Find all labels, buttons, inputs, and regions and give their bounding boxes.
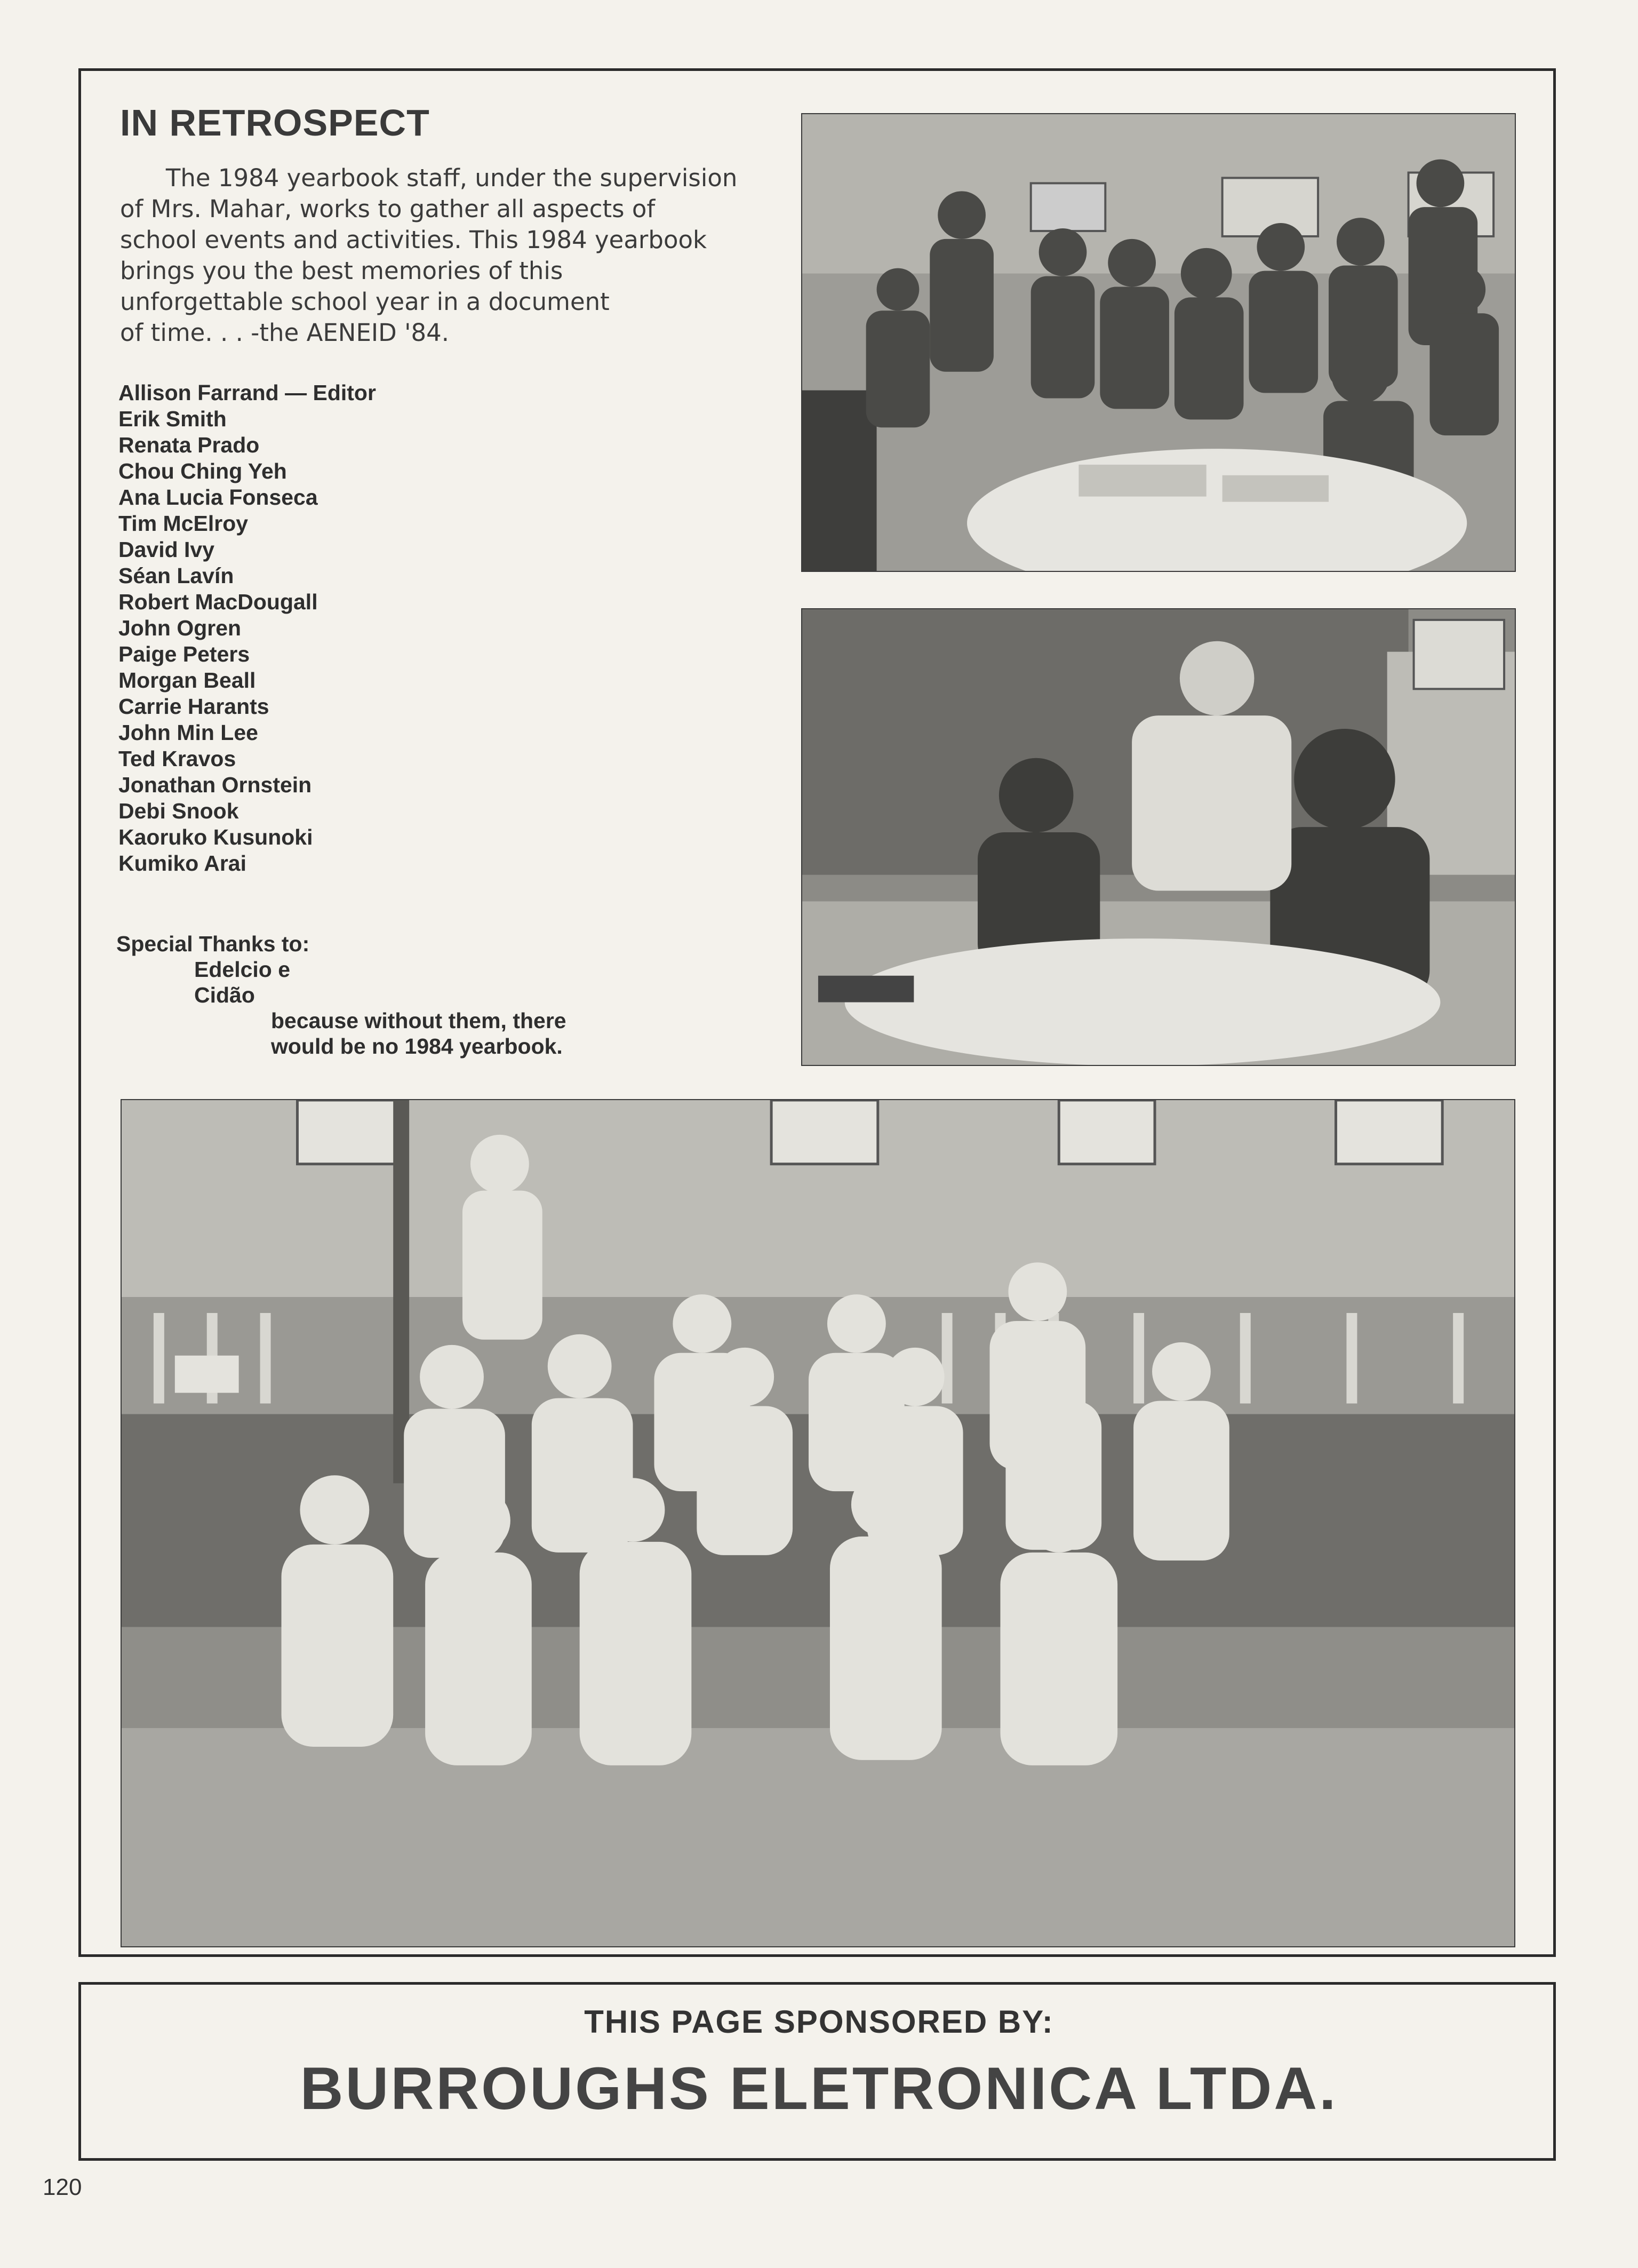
staff-member: Chou Ching Yeh bbox=[118, 459, 287, 483]
staff-member: Séan Lavín bbox=[118, 563, 234, 588]
staff-member: Ted Kravos bbox=[118, 746, 236, 771]
staff-photo-table bbox=[801, 113, 1516, 572]
staff-member: John Ogren bbox=[118, 616, 242, 640]
staff-member: David Ivy bbox=[118, 537, 215, 562]
staff-member: Debi Snook bbox=[118, 799, 239, 823]
intro-paragraph: The 1984 yearbook staff, under the supervision of Mrs. Mahar, works to gather all aspects of school events and activities. This 1984 yearbook brings you the best memories of this unforgettable school year in a document of time. . . -the AENEID '84. bbox=[120, 164, 738, 347]
special-thanks bbox=[116, 931, 566, 1059]
staff-member: John Min Lee bbox=[118, 720, 258, 745]
staff-member: Carrie Harants bbox=[118, 694, 269, 719]
thanks-heading: Special Thanks to: bbox=[116, 932, 310, 956]
group-photo-steps bbox=[121, 1099, 1515, 1947]
advisor-photo bbox=[801, 608, 1516, 1066]
thanks-note: because without them, there bbox=[271, 1008, 566, 1033]
staff-member: Tim McElroy bbox=[118, 511, 249, 536]
sponsor-name: BURROUGHS ELETRONICA LTDA. bbox=[300, 2055, 1338, 2122]
staff-member: Allison Farrand — Editor bbox=[118, 380, 376, 405]
staff-member: Renata Prado bbox=[118, 433, 260, 457]
staff-member: Kumiko Arai bbox=[118, 851, 246, 876]
thanks-note: would be no 1984 yearbook. bbox=[271, 1034, 563, 1059]
staff-member: Kaoruko Kusunoki bbox=[118, 825, 313, 849]
staff-list bbox=[118, 380, 376, 877]
thanks-name: Edelcio e bbox=[194, 957, 291, 982]
page-title: IN RETROSPECT bbox=[120, 102, 430, 144]
sponsor-heading: THIS PAGE SPONSORED BY: bbox=[584, 2004, 1054, 2040]
thanks-name: Cidão bbox=[194, 983, 255, 1007]
staff-member: Ana Lucia Fonseca bbox=[118, 485, 318, 510]
page-number: 120 bbox=[43, 2174, 82, 2200]
staff-member: Morgan Beall bbox=[118, 668, 256, 693]
staff-member: Jonathan Ornstein bbox=[118, 773, 312, 797]
staff-member: Robert MacDougall bbox=[118, 590, 318, 614]
staff-member: Paige Peters bbox=[118, 642, 250, 666]
staff-member: Erik Smith bbox=[118, 407, 227, 431]
